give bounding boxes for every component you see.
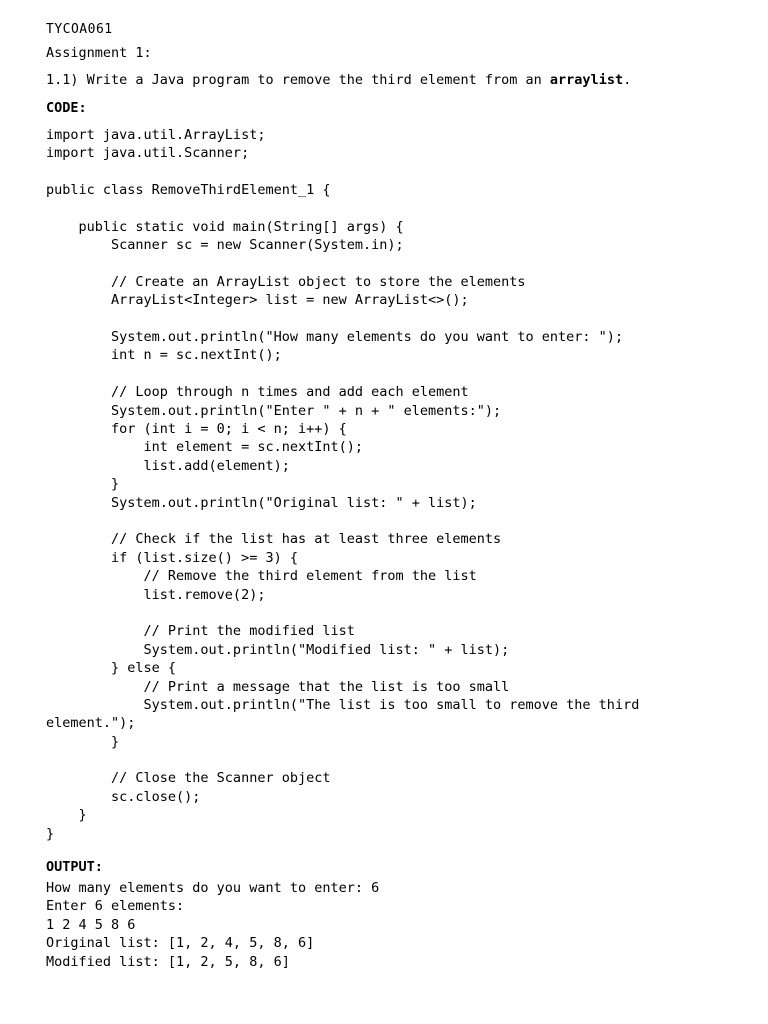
code-line: // Print a message that the list is too small — [46, 678, 510, 695]
code-line: System.out.println("How many elements do you want to enter: "); — [46, 329, 624, 346]
code-line: ArrayList<Integer> list = new ArrayList<>(); — [46, 292, 469, 309]
code-line: element."); — [46, 715, 136, 732]
code-line: public class RemoveThirdElement_1 { — [46, 181, 331, 198]
code-line: if (list.size() >= 3) { — [46, 549, 298, 566]
question-prefix: 1.1) Write a Java program to remove the third element from an — [46, 72, 550, 89]
code-line: // Create an ArrayList object to store the elements — [46, 273, 526, 290]
code-line: sc.close(); — [46, 788, 201, 805]
code-line — [46, 163, 746, 181]
code-line: // Check if the list has at least three elements — [46, 531, 502, 548]
code-line: import java.util.ArrayList; — [46, 126, 266, 143]
code-line — [46, 310, 746, 328]
output-line: 1 2 4 5 8 6 — [46, 916, 136, 933]
code-line: System.out.println("Modified list: " + list); — [46, 641, 510, 658]
code-block — [46, 126, 746, 843]
code-line — [46, 604, 746, 622]
code-line: list.remove(2); — [46, 586, 266, 603]
output-line: How many elements do you want to enter: 6 — [46, 880, 380, 897]
code-line: System.out.println("Enter " + n + " elements:"); — [46, 402, 502, 419]
code-line: } — [46, 733, 120, 750]
code-line: int element = sc.nextInt(); — [46, 439, 363, 456]
output-line: Enter 6 elements: — [46, 898, 185, 915]
code-heading: CODE: — [46, 99, 87, 116]
code-line: // Remove the third element from the list — [46, 568, 477, 585]
output-block — [46, 879, 746, 971]
code-line: import java.util.Scanner; — [46, 145, 250, 162]
code-line: } — [46, 476, 120, 493]
code-line — [46, 199, 746, 217]
code-line — [46, 512, 746, 530]
code-line — [46, 365, 746, 383]
question-bold-word: arraylist — [549, 72, 624, 89]
code-line: for (int i = 0; i < n; i++) { — [46, 421, 347, 438]
output-line: Modified list: [1, 2, 5, 8, 6] — [46, 953, 290, 970]
code-line: // Print the modified list — [46, 623, 355, 640]
question-suffix: . — [623, 72, 632, 89]
question-text — [46, 71, 746, 89]
document-page — [46, 20, 746, 971]
code-line: // Loop through n times and add each element — [46, 384, 469, 401]
code-line: } — [46, 825, 55, 842]
assignment-title: Assignment 1: — [46, 45, 152, 61]
output-line: Original list: [1, 2, 4, 5, 8, 6] — [46, 935, 315, 952]
code-line: public static void main(String[] args) { — [46, 218, 404, 235]
code-line: System.out.println("The list is too small to remove the third — [46, 696, 640, 713]
code-line: System.out.println("Original list: " + list); — [46, 494, 477, 511]
code-line: Scanner sc = new Scanner(System.in); — [46, 237, 404, 254]
output-heading: OUTPUT: — [46, 859, 103, 876]
code-line: // Close the Scanner object — [46, 770, 331, 787]
code-line: } — [46, 807, 87, 824]
roll-number: TYCOA061 — [46, 22, 113, 37]
code-line — [46, 255, 746, 273]
code-line: list.add(element); — [46, 457, 290, 474]
code-line — [46, 751, 746, 769]
code-line: } else { — [46, 660, 177, 677]
code-line: int n = sc.nextInt(); — [46, 347, 282, 364]
